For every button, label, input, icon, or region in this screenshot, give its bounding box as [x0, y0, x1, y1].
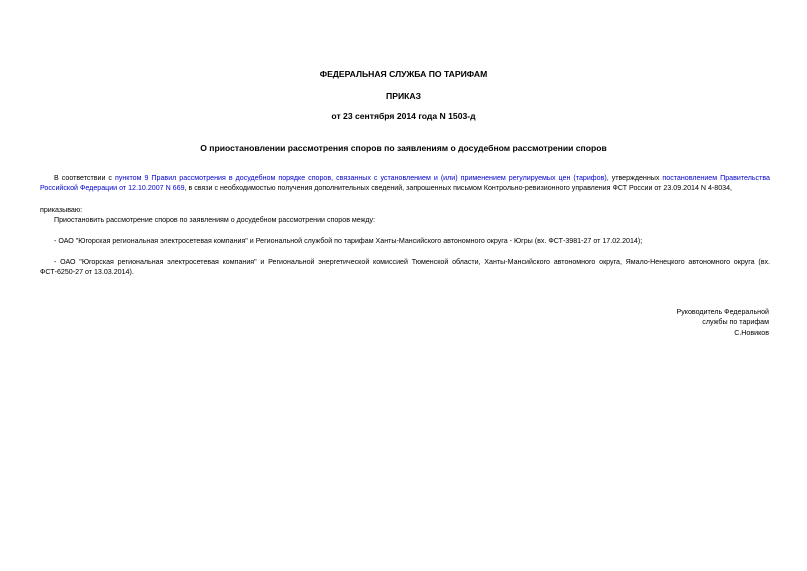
signature-position-line2: службы по тарифам: [702, 318, 769, 326]
document-date-number: от 23 сентября 2014 года N 1503-д: [331, 111, 476, 121]
signature-position-line1: Руководитель Федеральной: [676, 308, 769, 316]
order-word: приказываю:: [40, 206, 83, 214]
list-item: [40, 236, 770, 246]
government-decree-link[interactable]: постановлением Правительства Российской Федерации от 12.10.2007 N 669: [40, 174, 770, 192]
document-subject: О приостановлении рассмотрения споров по заявлениям о досудебном рассмотрении споров: [200, 143, 607, 153]
preamble-text-2: , утвержденных: [606, 174, 663, 182]
preamble-text-1: В соответствии с: [54, 174, 115, 182]
signature-name: С.Новиков: [734, 329, 769, 337]
list-item: [40, 257, 770, 277]
document-type: ПРИКАЗ: [386, 91, 421, 101]
list-item-text: - ОАО "Югорская региональная электросетевая компания" и Региональной энергетической комиссией Тюменской области, Ханты-Мансийского автономного округа, Ямало-Ненецкого автономного округа (вх. ФСТ-6250-27 от 13.03.2014).: [40, 258, 770, 276]
preamble-text-3: , в связи с необходимостью получения дополнительных сведений, запрошенных письмом Контрольно-ревизионного управления ФСТ России от 23.09.2014 N 4-8034,: [184, 184, 733, 192]
list-item-text: - ОАО "Югорская региональная электросетевая компания" и Региональной службой по тарифам Ханты-Мансийского автономного округа - Югры (вх. ФСТ-3981-27 от 17.02.2014);: [54, 237, 643, 245]
agency-title: ФЕДЕРАЛЬНАЯ СЛУЖБА ПО ТАРИФАМ: [319, 69, 488, 79]
preamble-paragraph: [40, 173, 770, 193]
rules-link[interactable]: пунктом 9 Правил рассмотрения в досудебном порядке споров, связанных с установлением и (или) применением регулируемых цен (тарифов): [114, 174, 607, 182]
order-text: [40, 215, 770, 225]
order-text-content: Приостановить рассмотрение споров по заявлениям о досудебном рассмотрении споров между:: [54, 216, 376, 224]
